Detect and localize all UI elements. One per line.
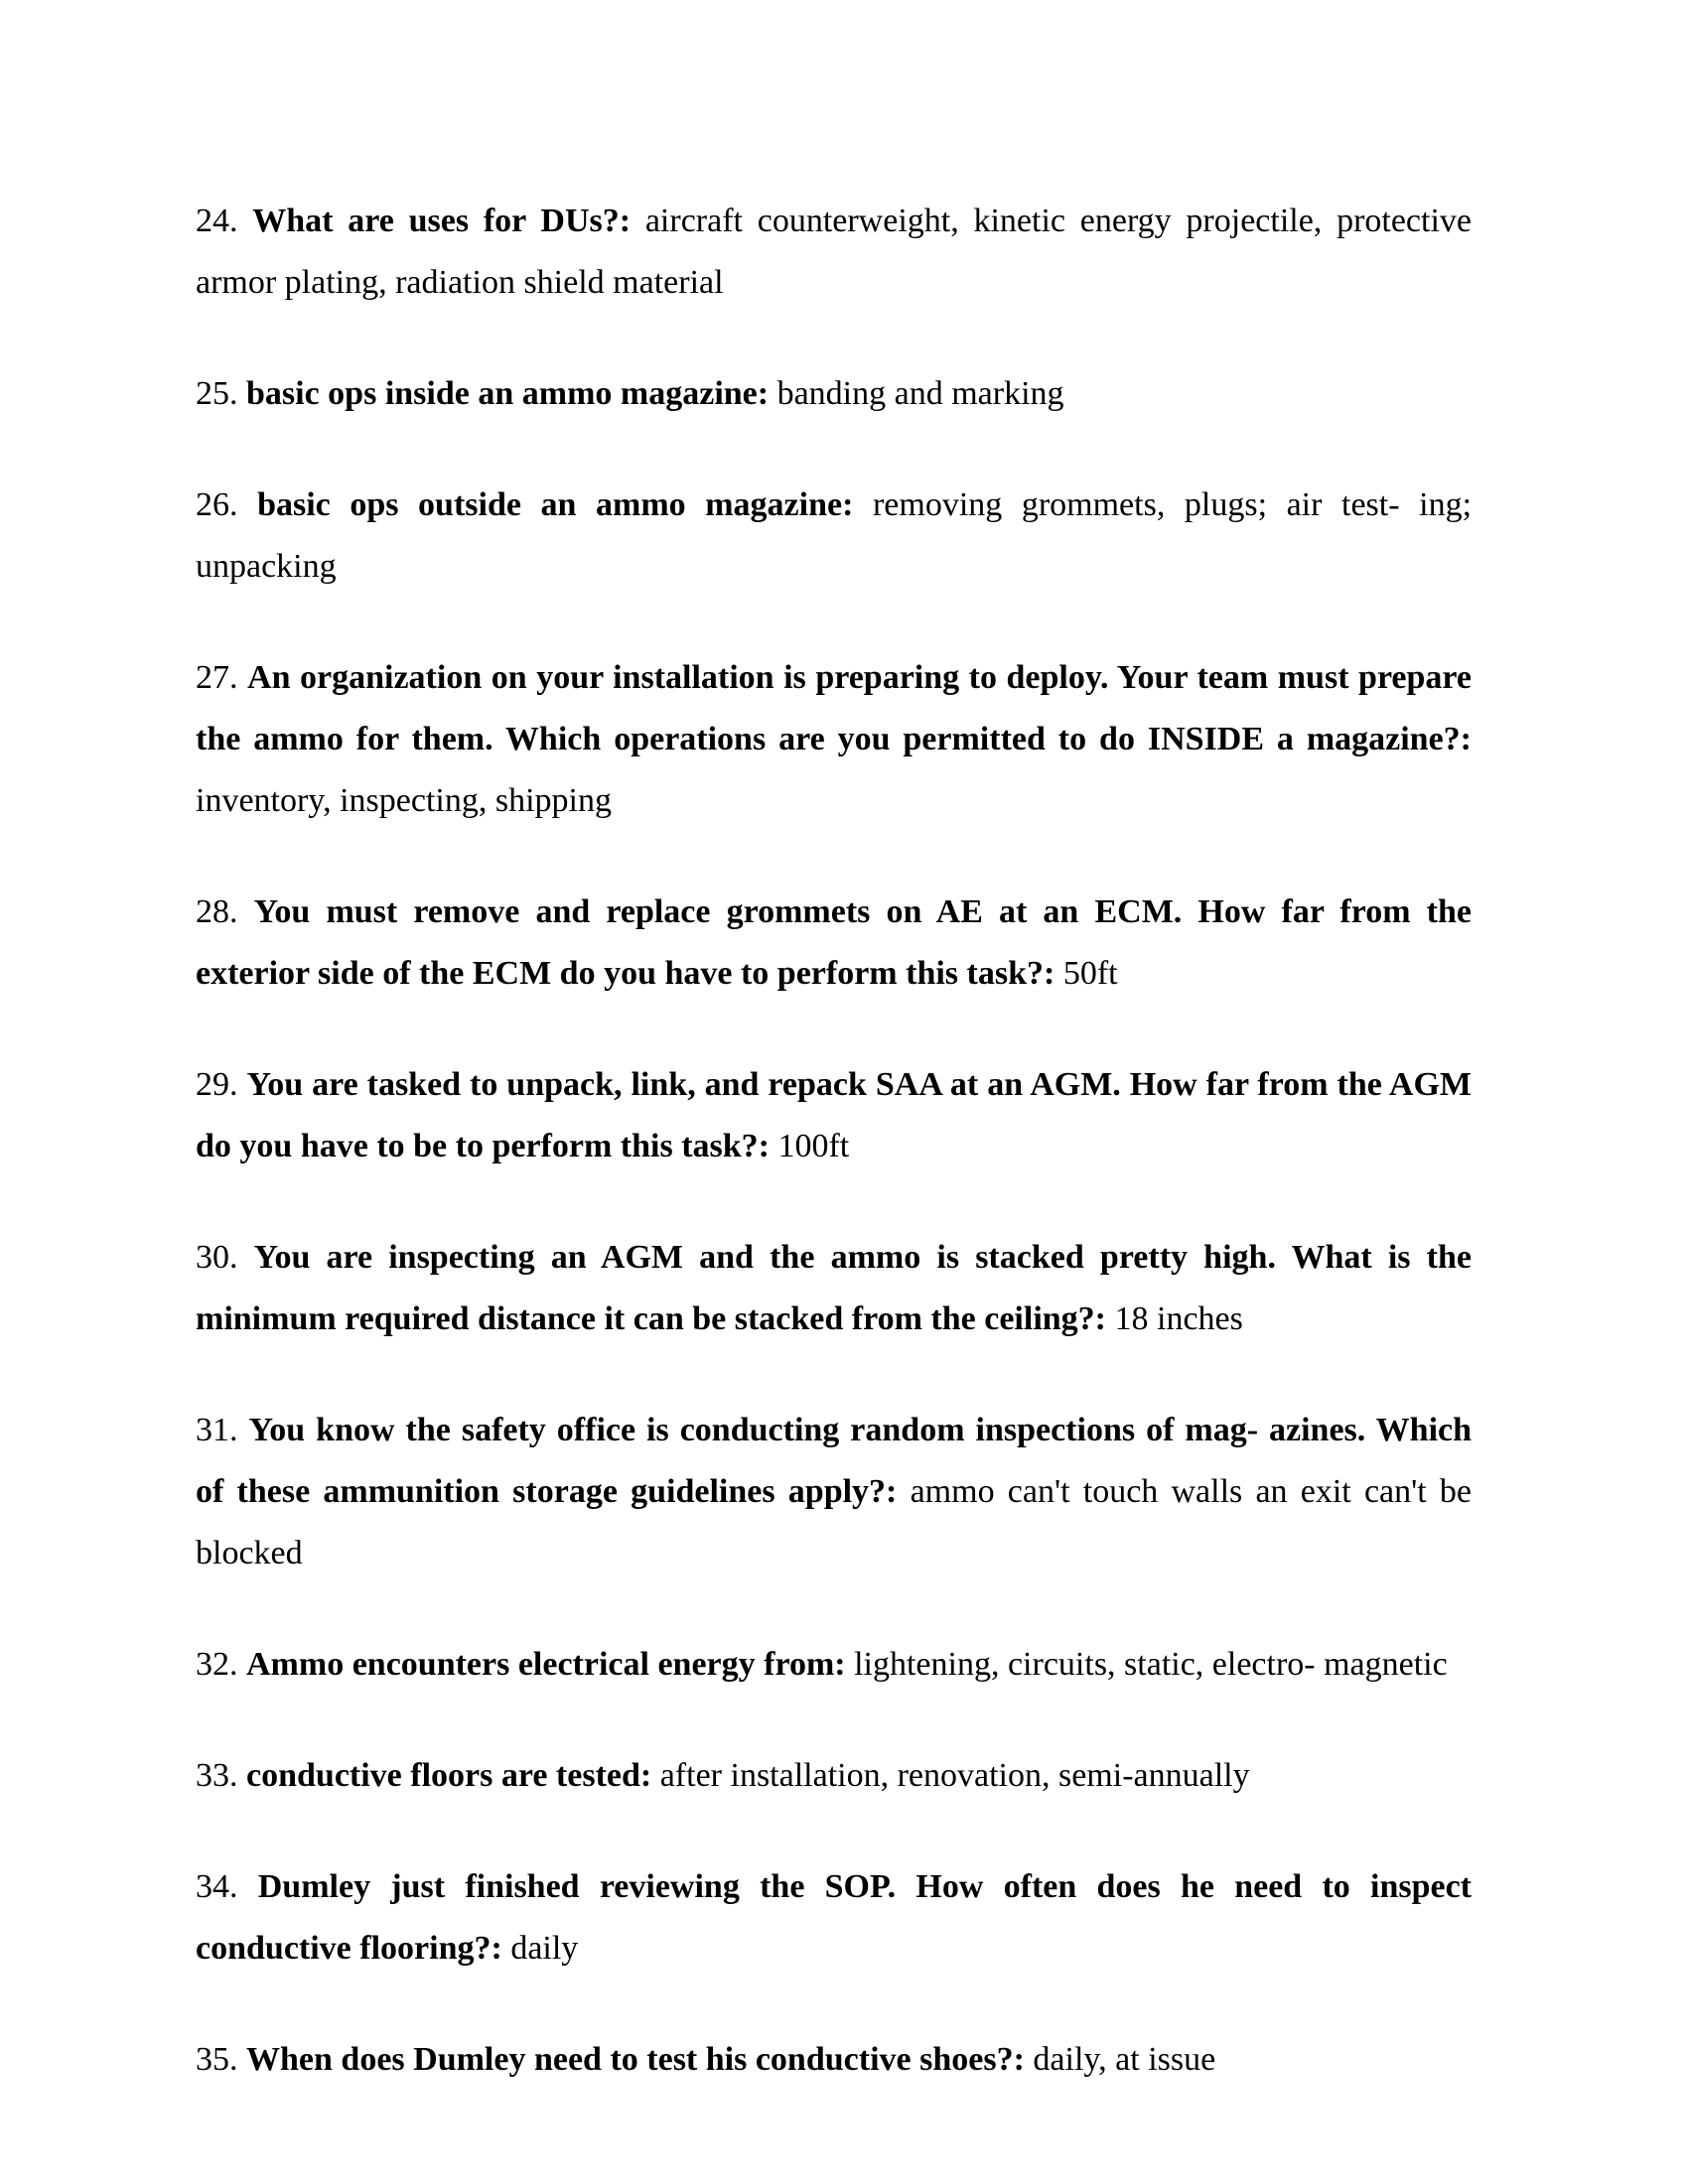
item-number: 33. (196, 1757, 246, 1794)
qa-item (196, 647, 1472, 832)
item-number: 31. (196, 1412, 249, 1448)
item-answer: after installation, renovation, semi-annually (659, 1757, 1250, 1794)
qa-item (196, 2029, 1472, 2091)
item-answer: 50ft (1062, 955, 1118, 992)
item-number: 26. (196, 486, 258, 523)
item-answer: ammo can't touch walls an exit can't be blocked (196, 1473, 1472, 1571)
item-answer: 100ft (777, 1128, 850, 1164)
item-answer: banding and marking (776, 375, 1064, 412)
qa-item (196, 882, 1472, 1005)
item-number: 35. (196, 2041, 246, 2078)
item-question: When does Dumley need to test his conductive shoes?: (246, 2041, 1034, 2078)
qa-item (196, 1054, 1472, 1177)
qa-item (196, 1634, 1472, 1696)
item-question: conductive floors are tested: (246, 1757, 660, 1794)
item-answer: lightening, circuits, static, electro- magnetic (854, 1646, 1448, 1683)
item-question: What are uses for DUs?: (252, 203, 645, 239)
item-number: 34. (196, 1868, 258, 1905)
item-answer: daily (510, 1930, 579, 1967)
item-question: You are inspecting an AGM and the ammo is stacked pretty high. What is the minimum required distance it can be stacked from the ceiling?: (196, 1239, 1473, 1337)
qa-item (196, 475, 1472, 598)
qa-item (196, 1227, 1472, 1350)
item-number: 30. (196, 1239, 254, 1276)
qa-item (196, 191, 1472, 314)
item-number: 28. (196, 893, 254, 930)
item-question: basic ops outside an ammo magazine: (257, 486, 873, 523)
qa-item (196, 1856, 1472, 1979)
item-answer: removing grommets, plugs; air test- ing; unpacking (196, 486, 1473, 585)
item-question: Ammo encounters electrical energy from: (246, 1646, 855, 1683)
item-number: 27. (196, 659, 248, 696)
item-question: You must remove and replace grommets on AE at an ECM. How far from the exterior side of the ECM do you have to perform this task?: (196, 893, 1472, 992)
item-number: 32. (196, 1646, 246, 1683)
item-question: You are tasked to unpack, link, and repack SAA at an AGM. How far from the AGM do you have to be to perform this task?: (196, 1066, 1472, 1164)
item-answer: aircraft counterweight, kinetic energy projectile, protective armor plating, radiation shield material (196, 203, 1472, 301)
item-number: 25. (196, 375, 246, 412)
item-question: You know the safety office is conducting random inspections of mag- azines. Which of these ammunition storage guidelines apply?: (196, 1412, 1473, 1510)
item-question: Dumley just finished reviewing the SOP. How often does he need to inspect conductive flooring?: (196, 1868, 1473, 1967)
item-answer: inventory, inspecting, shipping (196, 782, 612, 819)
item-number: 29. (196, 1066, 247, 1103)
item-question: An organization on your installation is preparing to deploy. Your team must prepare the ammo for them. Which operations are you permitted to do INSIDE a magazine?: (196, 659, 1472, 757)
qa-item (196, 363, 1472, 425)
item-answer: daily, at issue (1033, 2041, 1216, 2078)
item-number: 24. (196, 203, 253, 239)
item-question: basic ops inside an ammo magazine: (246, 375, 777, 412)
qa-item (196, 1400, 1472, 1584)
item-answer: 18 inches (1114, 1300, 1243, 1337)
qa-item (196, 1745, 1472, 1807)
